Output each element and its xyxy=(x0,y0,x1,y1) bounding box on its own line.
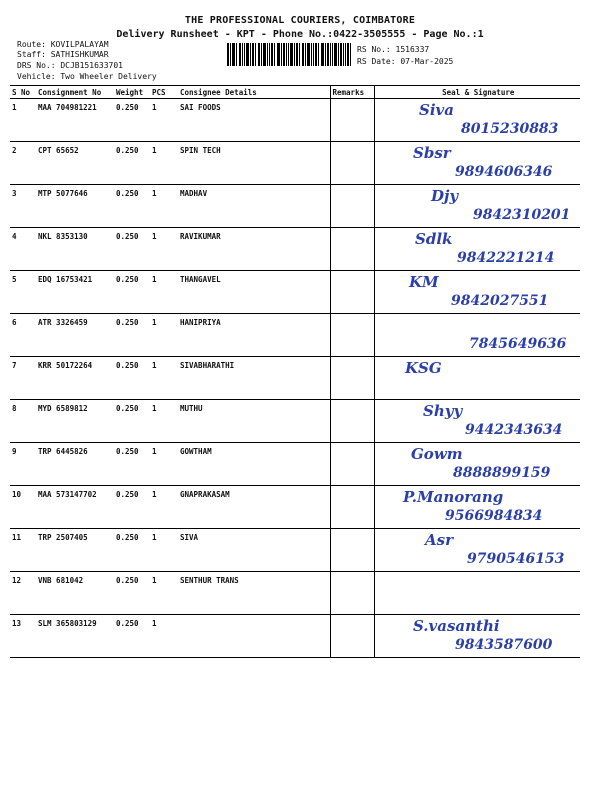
remarks-cell xyxy=(330,314,374,357)
pcs-cell: 1 xyxy=(150,486,178,529)
runsheet-subtitle: Delivery Runsheet - KPT - Phone No.:0422-3505555 - Page No.:1 xyxy=(116,29,484,40)
signature-name-text: KM xyxy=(408,273,439,291)
sno-cell: 7 xyxy=(10,357,36,400)
consignment-cell: EDQ 16753421 xyxy=(36,271,114,314)
weight-cell: 0.250 xyxy=(114,142,150,185)
weight-cell: 0.250 xyxy=(114,400,150,443)
consignee-cell: SIVABHARATHI xyxy=(178,357,330,400)
weight-cell: 0.250 xyxy=(114,314,150,357)
remarks-cell xyxy=(330,572,374,615)
table-row xyxy=(10,314,580,357)
weight-cell: 0.250 xyxy=(114,572,150,615)
signature-phone-text: 9442343634 xyxy=(464,422,562,438)
sno-cell: 5 xyxy=(10,271,36,314)
table-row xyxy=(10,615,580,658)
signature-phone-text: 9842027551 xyxy=(450,293,548,309)
pcs-cell: 1 xyxy=(150,529,178,572)
signature-cell xyxy=(374,142,580,185)
pcs-cell: 1 xyxy=(150,443,178,486)
handwritten-signature xyxy=(375,529,581,571)
handwritten-signature xyxy=(375,185,581,227)
pcs-cell: 1 xyxy=(150,99,178,142)
signature-name-text: P.Manorang xyxy=(402,488,503,506)
signature-cell xyxy=(374,99,580,142)
handwritten-signature xyxy=(375,572,581,614)
signature-phone-text: 9894606346 xyxy=(454,164,552,180)
sno-cell: 12 xyxy=(10,572,36,615)
signature-name-text: KSG xyxy=(404,359,442,377)
pcs-cell: 1 xyxy=(150,314,178,357)
handwritten-signature xyxy=(375,443,581,485)
signature-cell xyxy=(374,228,580,271)
header-remarks: Remarks xyxy=(330,86,374,99)
signature-phone-text: 8888899159 xyxy=(452,465,550,481)
signature-name-text: Shyy xyxy=(422,402,462,420)
signature-cell xyxy=(374,357,580,400)
handwritten-signature xyxy=(375,486,581,528)
weight-cell: 0.250 xyxy=(114,271,150,314)
drs-number: DRS No.: DCJB151633701 xyxy=(17,61,123,70)
consignment-cell: MAA 704981221 xyxy=(36,99,114,142)
runsheet-title: THE PROFESSIONAL COURIERS, COIMBATORE xyxy=(184,15,416,26)
header-seal: Seal & Signature xyxy=(374,86,580,99)
signature-name-text: Gowm xyxy=(410,445,463,463)
sno-cell: 2 xyxy=(10,142,36,185)
table-row xyxy=(10,572,580,615)
pcs-cell: 1 xyxy=(150,228,178,271)
signature-name-text: Sdlk xyxy=(414,230,452,248)
signature-cell xyxy=(374,271,580,314)
sno-cell: 3 xyxy=(10,185,36,228)
remarks-cell xyxy=(330,271,374,314)
signature-name-text: Asr xyxy=(424,531,453,549)
weight-cell: 0.250 xyxy=(114,228,150,271)
sno-cell: 8 xyxy=(10,400,36,443)
pcs-cell: 1 xyxy=(150,271,178,314)
consignee-cell: SAI FOODS xyxy=(178,99,330,142)
handwritten-signature xyxy=(375,228,581,270)
header-weight: Weight xyxy=(114,86,150,99)
consignee-cell: GNAPRAKASAM xyxy=(178,486,330,529)
sno-cell: 13 xyxy=(10,615,36,658)
sno-cell: 10 xyxy=(10,486,36,529)
remarks-cell xyxy=(330,99,374,142)
pcs-cell: 1 xyxy=(150,142,178,185)
remarks-cell xyxy=(330,486,374,529)
consignee-cell: RAVIKUMAR xyxy=(178,228,330,271)
route-label: Route: KOVILPALAYAM xyxy=(17,40,109,49)
consignment-cell: MAA 573147702 xyxy=(36,486,114,529)
remarks-cell xyxy=(330,142,374,185)
consignment-cell: MTP 5077646 xyxy=(36,185,114,228)
delivery-table xyxy=(10,85,580,658)
handwritten-signature xyxy=(375,99,581,141)
consignee-cell: HANIPRIYA xyxy=(178,314,330,357)
remarks-cell xyxy=(330,228,374,271)
consignment-cell: ATR 3326459 xyxy=(36,314,114,357)
consignment-cell: KRR 50172264 xyxy=(36,357,114,400)
signature-cell xyxy=(374,314,580,357)
consignment-cell: VNB 681042 xyxy=(36,572,114,615)
consignee-cell: SIVA xyxy=(178,529,330,572)
sno-cell: 11 xyxy=(10,529,36,572)
staff-label: Staff: SATHISHKUMAR xyxy=(17,50,109,59)
table-row xyxy=(10,99,580,142)
remarks-cell xyxy=(330,529,374,572)
consignee-cell: SENTHUR TRANS xyxy=(178,572,330,615)
vehicle-label: Vehicle: Two Wheeler Delivery xyxy=(17,72,157,81)
pcs-cell: 1 xyxy=(150,615,178,658)
sno-cell: 6 xyxy=(10,314,36,357)
consignment-cell: CPT 65652 xyxy=(36,142,114,185)
table-row xyxy=(10,400,580,443)
signature-cell xyxy=(374,443,580,486)
rs-date: RS Date: 07-Mar-2025 xyxy=(357,57,454,66)
consignment-cell: SLM 365803129 xyxy=(36,615,114,658)
consignee-cell: MUTHU xyxy=(178,400,330,443)
weight-cell: 0.250 xyxy=(114,615,150,658)
sno-cell: 9 xyxy=(10,443,36,486)
handwritten-signature xyxy=(375,314,581,356)
pcs-cell: 1 xyxy=(150,400,178,443)
consignee-cell xyxy=(178,615,330,658)
table-row xyxy=(10,271,580,314)
signature-phone-text: 9842221214 xyxy=(456,250,554,266)
header-consignee: Consignee Details xyxy=(178,86,330,99)
signature-phone-text: 7845649636 xyxy=(468,336,566,352)
pcs-cell: 1 xyxy=(150,185,178,228)
signature-cell xyxy=(374,486,580,529)
signature-cell xyxy=(374,185,580,228)
signature-phone-text: 9790546153 xyxy=(466,551,564,567)
header-pcs: PCS xyxy=(150,86,178,99)
weight-cell: 0.250 xyxy=(114,443,150,486)
handwritten-signature xyxy=(375,357,581,399)
handwritten-signature xyxy=(375,400,581,442)
header-sno: S No xyxy=(10,86,36,99)
signature-name-text: Djy xyxy=(430,187,458,205)
table-row xyxy=(10,185,580,228)
pcs-cell: 1 xyxy=(150,572,178,615)
consignment-cell: MYD 6589812 xyxy=(36,400,114,443)
pcs-cell: 1 xyxy=(150,357,178,400)
signature-phone-text: 9566984834 xyxy=(444,508,542,524)
remarks-cell xyxy=(330,615,374,658)
consignee-cell: MADHAV xyxy=(178,185,330,228)
signature-name-text: Sbsr xyxy=(412,144,451,162)
weight-cell: 0.250 xyxy=(114,99,150,142)
signature-name-text: S.vasanthi xyxy=(412,617,500,635)
rs-number: RS No.: 1516337 xyxy=(357,45,430,54)
handwritten-signature xyxy=(375,271,581,313)
table-row xyxy=(10,486,580,529)
table-row xyxy=(10,142,580,185)
signature-phone-text: 9842310201 xyxy=(472,207,570,223)
remarks-cell xyxy=(330,185,374,228)
header-consignment: Consignment No xyxy=(36,86,114,99)
table-row xyxy=(10,443,580,486)
weight-cell: 0.250 xyxy=(114,529,150,572)
barcode-image xyxy=(227,43,351,66)
remarks-cell xyxy=(330,443,374,486)
sno-cell: 4 xyxy=(10,228,36,271)
signature-cell xyxy=(374,615,580,658)
signature-cell xyxy=(374,400,580,443)
handwritten-signature xyxy=(375,142,581,184)
signature-cell xyxy=(374,529,580,572)
table-row xyxy=(10,228,580,271)
weight-cell: 0.250 xyxy=(114,486,150,529)
remarks-cell xyxy=(330,357,374,400)
signature-phone-text: 8015230883 xyxy=(460,121,558,137)
signature-cell xyxy=(374,572,580,615)
handwritten-signature xyxy=(375,615,581,657)
consignment-cell: TRP 2507405 xyxy=(36,529,114,572)
weight-cell: 0.250 xyxy=(114,357,150,400)
table-row xyxy=(10,357,580,400)
table-header-row xyxy=(10,86,580,99)
remarks-cell xyxy=(330,400,374,443)
weight-cell: 0.250 xyxy=(114,185,150,228)
consignment-cell: NKL 8353130 xyxy=(36,228,114,271)
signature-name-text: Siva xyxy=(418,101,454,119)
signature-phone-text: 9843587600 xyxy=(454,637,552,653)
consignee-cell: GOWTHAM xyxy=(178,443,330,486)
consignee-cell: SPIN TECH xyxy=(178,142,330,185)
sno-cell: 1 xyxy=(10,99,36,142)
consignment-cell: TRP 6445826 xyxy=(36,443,114,486)
table-row xyxy=(10,529,580,572)
consignee-cell: THANGAVEL xyxy=(178,271,330,314)
